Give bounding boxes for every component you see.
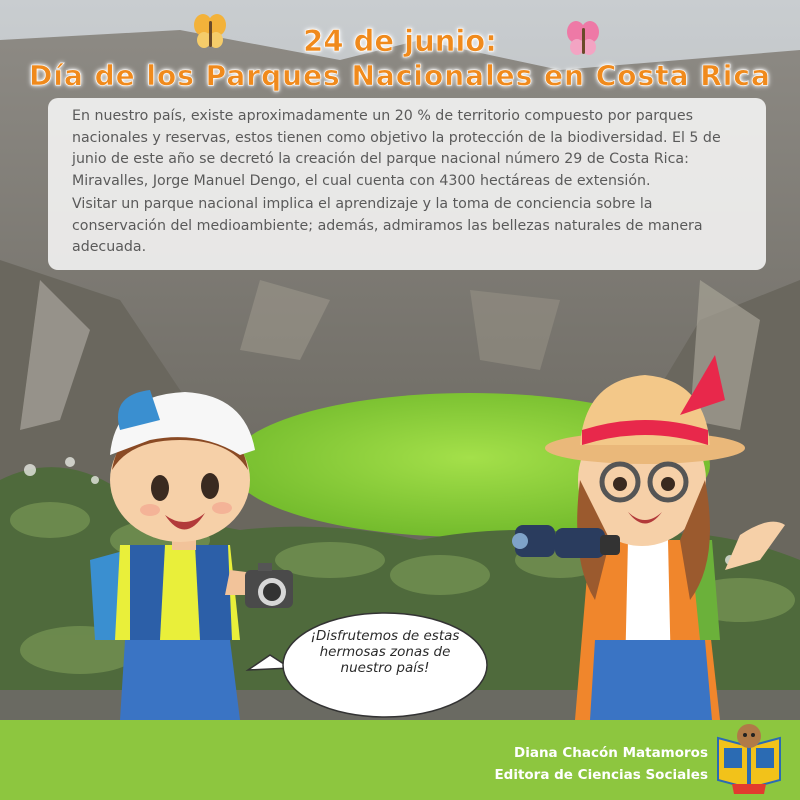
title xyxy=(0,24,800,94)
author-role: Editora de Ciencias Sociales xyxy=(494,767,708,783)
book-logo-icon xyxy=(712,718,786,796)
paragraph-1: En nuestro país, existe aproximadamente un 20 % de territorio compuesto por parques nacionales y reservas, estos tienen como objetivo la protección de la biodiversidad. El 5 de junio de este año se decretó la creación del parque nacional número 29 de Costa Rica: Miravalles, Jorge Manuel Dengo, el cual cuenta con 4300 hectáreas de extensión. xyxy=(72,108,721,189)
text-panel xyxy=(48,98,766,270)
author-credit xyxy=(494,742,708,786)
speech-bubble-text: ¡Disfrutemos de estas hermosas zonas de nuestro país! xyxy=(310,628,460,676)
title-main: Día de los Parques Nacionales en Costa Rica xyxy=(29,59,771,92)
author-name: Diana Chacón Matamoros xyxy=(514,745,708,761)
paragraph-2: Visitar un parque nacional implica el aprendizaje y la toma de conciencia sobre la conservación del medioambiente; además, admiramos las bellezas naturales de manera adecuada. xyxy=(72,196,703,256)
title-date: 24 de junio: xyxy=(303,24,497,58)
